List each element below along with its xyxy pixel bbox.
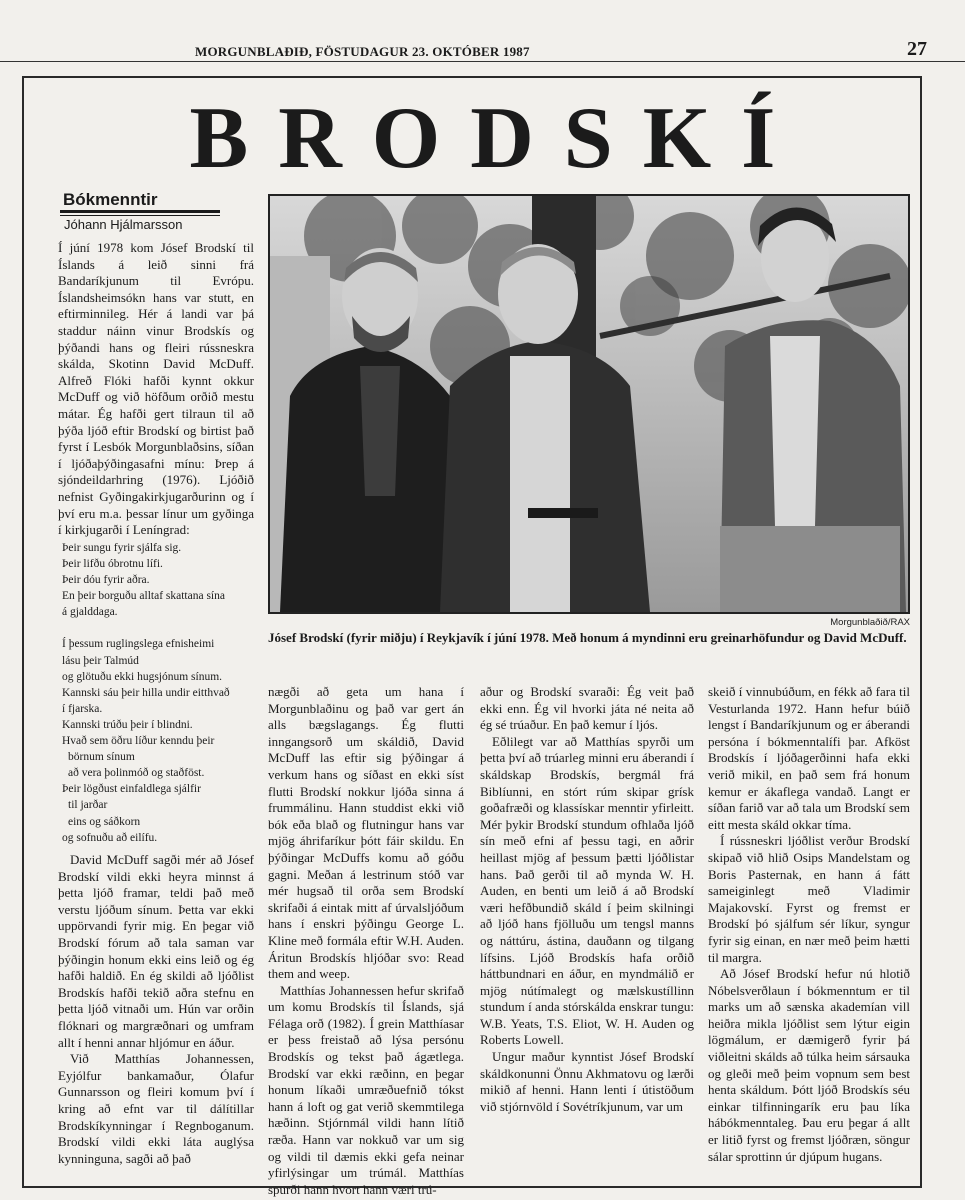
poem-line: En þeir borguðu alltaf skattana sína [62,590,225,603]
paragraph: Matthías Johannessen hefur skrifað um komu Brodskís til Íslands, sjá Félaga orð (1982). Í grein Matthíasar er þess freistað að lýsa persónu Brodskís og tekst það ágætlega. Brodskí var ekki ræðinn, en þegar honum líkaði umræðuefnið tókst hann á loft og gat verið skemmtilega hæðinn. Stjórnmál vildi hann lítið ræða. Hann var nokkuð var um sig og vildi til dæmis ekki gefa neinar yfirlýsingar um trúmál. Matthías spurði hann hvort hann væri trú- [268,982,464,1197]
paragraph: Við Matthías Johannessen, Eyjólfur bankamaður, Ólafur Gunnarsson og fleiri komum því í kring að efnt var til dálítillar Brodskíkynningar í Regnboganum. Brodskí vildi ekki láta auglýsa kynninguna, sagði að það [58,1051,254,1166]
poem-line: og sofnuðu að eilífu. [62,831,158,844]
article-photo [268,194,910,614]
paragraph: nægði að geta um hana í Morgunblaðinu og það var gert án alls bægslagangs. Ég flutti inngangsorð um skáldið, David McDuff las eftir sig þýðingar á verkum hans og síðast en ekki síst flutti Brodskí nokkur ljóða sinna á frummálinu. Hann studdist ekki við bók eða blað og flutningur hans var mjög áhrifaríkur þótt fáir skildu. En þýðingar McDuffs komu að góðu gagni. Meðan á lestrinum stóð var mér hugsað til orða sem Brodskí skrifaði á eintak mitt af úrvalsljóðum hans í enskri þýðingu George L. Kline með formála eftir W.H. Auden. Áritun Brodskís hljóðar svo: Read them and weep. [268,684,464,982]
poem-line: lásu þeir Talmúd [62,654,139,667]
column-1 [58,240,254,539]
article-title: BRODSKÍ [189,90,806,187]
poem-line: Þeir sungu fyrir sjálfa sig. [62,542,182,554]
poem-line: til jarðar [68,799,108,812]
poem-line: á gjalddaga. [62,606,118,619]
photo-caption: Jósef Brodskí (fyrir miðju) í Reykjavík í júní 1978. Með honum á myndinni eru greinarhöfundur og David McDuff. [268,630,907,645]
poem-line: Kannski trúðu þeir í blindni. [62,718,193,731]
photo-credit: Morgunblaðið/RAX [830,617,910,628]
column-1-continued [58,852,254,1167]
column-3 [480,684,694,1115]
paragraph: David McDuff sagði mér að Jósef Brodskí vildi ekki heyra minnst á þetta ljóð framar, teldi það með verstu ljóðum sínum. Þetta var ekki uppörvandi fyrir mig. En þegar við Brodskí fórum að tala saman var þýðingin honum ekki eins leið og ég hafði haldið. En ég skildi að ljóðlist Brodskís hafði tekið aðra stefnu en þetta ljóð vitnaði um. Hún var orðin flóknari og margræðnari og umfram allt í henni annar hljómur en áður. [58,852,254,1050]
poem-line: Kannski sáu þeir hilla undir eitthvað [62,686,230,699]
poem-line: Þeir lögðust einfaldlega sjálfir [62,783,201,796]
poem-line: Í þessum ruglingslega efnisheimi [62,638,215,651]
poem-line: Þeir dóu fyrir aðra. [62,574,150,587]
photo-three-men-outdoors [270,196,908,612]
poem-stanza-1 [62,540,254,620]
paragraph: Að Jósef Brodskí hefur nú hlotið Nóbelsverðlaun í bókmenntum er til marks um að sænska akademían vill heiðra mikla ljóðlist sem lýtur eigin lögmálum, er dæmigerð fyrir þá viðleitni skálds að túlka heim sársauka og gleði með þeim vopnum sem best henta skáldum. Þótt ljóð Brodskís séu einkar tilfinningarík eru þau líka hábókmenntaleg. Þau eru þegar á allt er litið fyrst og fremst ljóðræn, söngur sálar sprottinn úr djúpum hugans. [708,966,910,1164]
paragraph: skeið í vinnubúðum, en fékk að fara til Vesturlanda 1972. Hann hefur búið lengst í Bandaríkjunum og er áberandi persóna í bókmenntalífi þar. Afköst Brodskís í ljóðagerðinni hafa ekki verið mikil, en það sem frá honum kemur er ákaflega vandað. Langt er síðan farið var að tala um Brodskí sem eitt mesta skáld okkar tíma. [708,684,910,832]
poem-excerpt [62,540,254,862]
poem-line: Þeir lifðu óbrotnu lífi. [62,558,163,571]
masthead [0,34,965,62]
column-4 [708,684,910,1165]
poem-line: og glötuðu ekki hugsjónum sínum. [62,670,223,683]
page-number: 27 [907,38,927,60]
column-2 [268,684,464,1198]
poem-line: í fjarska. [62,702,103,715]
poem-line: eins og sáðkorn [68,815,141,828]
paragraph: Í júní 1978 kom Jósef Brodskí til Íslands á leið sinni frá Bandaríkjunum til Evrópu. Íslandsheimsókn hans var stutt, en eftirminnileg. Hér á landi var þá staddur náinn vinur Brodskís og þýðandi hans og fleiri rússneskra skálda, Skotinn David McDuff. Alfreð Flóki hafði kynnt okkur McDuff og við höfðum orðið mestu mátar. Ég hafði gert tilraun til að þýða ljóð eftir Brodskí og birtist það fyrst í Lesbók Morgunblaðsins, síðan í ljóðaþýðingasafni mínu: Þrep á sjóndeildarhring (1976). Ljóðið nefnist Gyðingakirkjugarðurinn og í því eru m.a. þessar línur um gyðinga í kirkjugarði í Leníngrad: [58,240,254,538]
paragraph: aður og Brodskí svaraði: Ég veit það ekki enn. Ég vil hvorki játa né neita að ég sé trúaður. En það kemur í ljós. [480,684,694,733]
paragraph: Ungur maður kynntist Jósef Brodskí skáldkonunni Önnu Akhmatovu og lærði mikið af henni. Hann lenti í útistöðum við stjórnvöld í Sovétríkjunum, var um [480,1049,694,1114]
newspaper-dateline: MORGUNBLAÐIÐ, FÖSTUDAGUR 23. OKTÓBER 1987 [195,44,530,59]
poem-line: Hvað sem öðru líður kenndu þeir [62,735,215,748]
poem-line: að vera þolinmóð og staðföst. [68,767,205,780]
paragraph: Í rússneskri ljóðlist verður Brodskí skipað við hlið Osips Mandelstam og Boris Pasternak, en hann á fátt sameiginlegt með Vladimir Majakovskí. Fyrst og fremst er Brodskí þó sjálfum sér líkur, syngur fyrir sig einan, en nær með þeim hætti til margra. [708,833,910,965]
poem-line: börnum sínum [68,751,135,764]
section-kicker: Bókmenntir [60,190,220,213]
poem-stanza-2 [62,636,254,845]
paragraph: Eðlilegt var að Matthías spyrði um þetta því að trúarleg minni eru áberandi í skáldskap Brodskís, bergmál frá Biblíunni, en stórt rúm skipar grísk goðafræði og klassískar menntir yfirleitt. Mér þykir Brodskí stundum ofhlaða ljóð sín með efni af þessu tagi, en aðrir heillast mjög af þessum þætti ljóðlistar hans. Það gerði til að mynda W. H. Auden, en benti um leið á að Brodskí væri hefðbundið skáld í þeim skilningi að ljóð hans fjölluðu um tengsl manns og náttúru, ástina, dauðann og tilgang lífsins. Ljóð Brodskís hafa orðið háttbundnari en áður, en myndmálið er mjög nútímalegt og mælskustíllinn stundum í anda stórskálda enskrar tungu: W.B. Yeats, T.S. Eliot, W. H. Auden og Roberts Lowell. [480,733,694,1048]
author-byline: Jóhann Hjálmarsson [60,215,220,232]
